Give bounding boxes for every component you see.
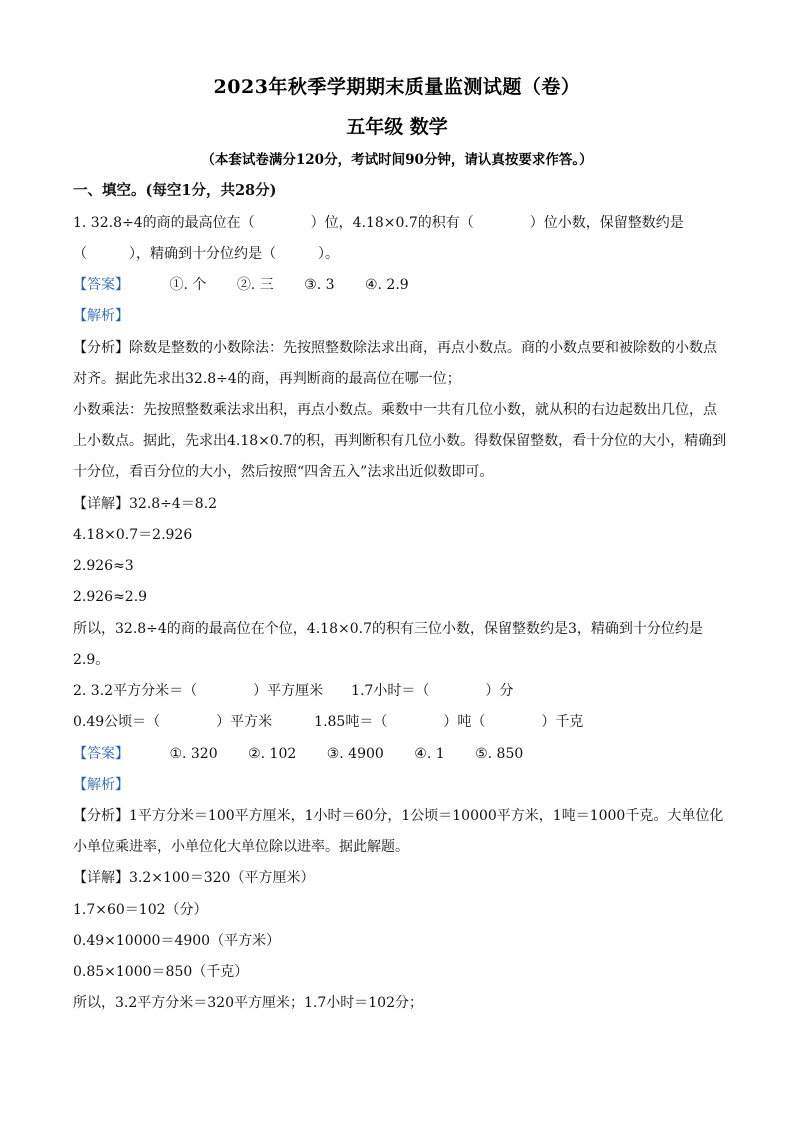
- q2-detail-line: 【详解】3.2×100＝320（平方厘米）: [73, 870, 315, 886]
- q1-analysis-line: 【分析】除数是整数的小数除法：先按照整数除法求出商，再点小数点。商的小数点要和被除数的小数点: [73, 340, 717, 356]
- q2-text-line-1: 2. 3.2平方分米＝（ ）平方厘米 1.7小时＝（ ）分: [73, 683, 514, 699]
- exam-subtitle: 五年级 数学: [346, 116, 448, 138]
- q1-detail-line: 2.926≈2.9: [73, 589, 148, 605]
- q2-text-line-2: 0.49公顷＝（ ）平方米 1.85吨＝（ ）吨（ ）千克: [73, 714, 584, 730]
- q1-detail-line: 所以，32.8÷4的商的最高位在个位，4.18×0.7的积有三位小数，保留整数约是3，精确到十分位约是: [73, 621, 703, 637]
- q1-detail-line: 【详解】32.8÷4＝8.2: [73, 496, 218, 512]
- q1-analysis-line: 上小数点。据此，先求出4.18×0.7的积，再判断积有几位小数。得数保留整数，看十分位的大小，精确到: [73, 433, 727, 449]
- analysis-tag: 【解析】: [73, 777, 129, 793]
- q2-detail-line: 所以，3.2平方分米＝320平方厘米；1.7小时＝102分；: [73, 995, 423, 1011]
- exam-instructions: （本套试卷满分120分，考试时间90分钟，请认真按要求作答。）: [201, 152, 593, 168]
- q1-detail-line: 4.18×0.7＝2.926: [73, 527, 193, 543]
- q2-detail-line: 1.7×60＝102（分）: [73, 902, 208, 918]
- q1-detail-line: 2.9。: [73, 652, 110, 668]
- q1-detail-line: 2.926≈3: [73, 558, 134, 574]
- q2-analysis-line: 小单位乘进率，小单位化大单位除以进率。据此解题。: [73, 839, 409, 855]
- q1-answer-1: ①. 个: [169, 277, 207, 293]
- answer-tag: 【答案】: [73, 277, 129, 293]
- q1-answer-row: [73, 275, 733, 295]
- q2-answer-3: ③. 4900: [326, 746, 384, 762]
- analysis-tag: 【解析】: [73, 308, 129, 324]
- q1-answer-2: ②. 三: [236, 277, 274, 293]
- q1-analysis-line: 十分位，看百分位的大小，然后按照“四舍五入”法求出近似数即可。: [73, 464, 494, 480]
- exam-title: 2023年秋季学期期末质量监测试题（卷）: [213, 76, 581, 98]
- section-heading: 一、填空。(每空1分，共28分): [73, 182, 277, 199]
- q2-answer-5: ⑤. 850: [475, 746, 524, 762]
- q2-detail-line: 0.49×10000＝4900（平方米）: [73, 933, 281, 949]
- q1-answer-4: ④. 2.9: [364, 277, 409, 293]
- q2-analysis-line: 【分析】1平方分米＝100平方厘米，1小时＝60分，1公顷＝10000平方米，1吨＝1000千克。大单位化: [73, 808, 724, 824]
- q2-answer-row: [73, 744, 733, 764]
- q2-answer-4: ④. 1: [414, 746, 445, 762]
- answer-tag: 【答案】: [73, 746, 129, 762]
- q1-answer-3: ③. 3: [304, 277, 335, 293]
- q1-analysis-line: 对齐。据此先求出32.8÷4的商，再判断商的最高位在哪一位；: [73, 371, 461, 387]
- q2-detail-line: 0.85×1000＝850（千克）: [73, 964, 249, 980]
- q1-analysis-line: 小数乘法：先按照整数乘法求出积，再点小数点。乘数中一共有几位小数，就从积的右边起数出几位，点: [73, 402, 717, 418]
- q1-text-line-1: 1. 32.8÷4的商的最高位在（ ）位，4.18×0.7的积有（ ）位小数，保留整数约是: [73, 215, 684, 231]
- q1-text-line-2: （ ），精确到十分位约是（ ）。: [73, 246, 339, 262]
- q2-answer-1: ①. 320: [169, 746, 218, 762]
- q2-answer-2: ②. 102: [248, 746, 297, 762]
